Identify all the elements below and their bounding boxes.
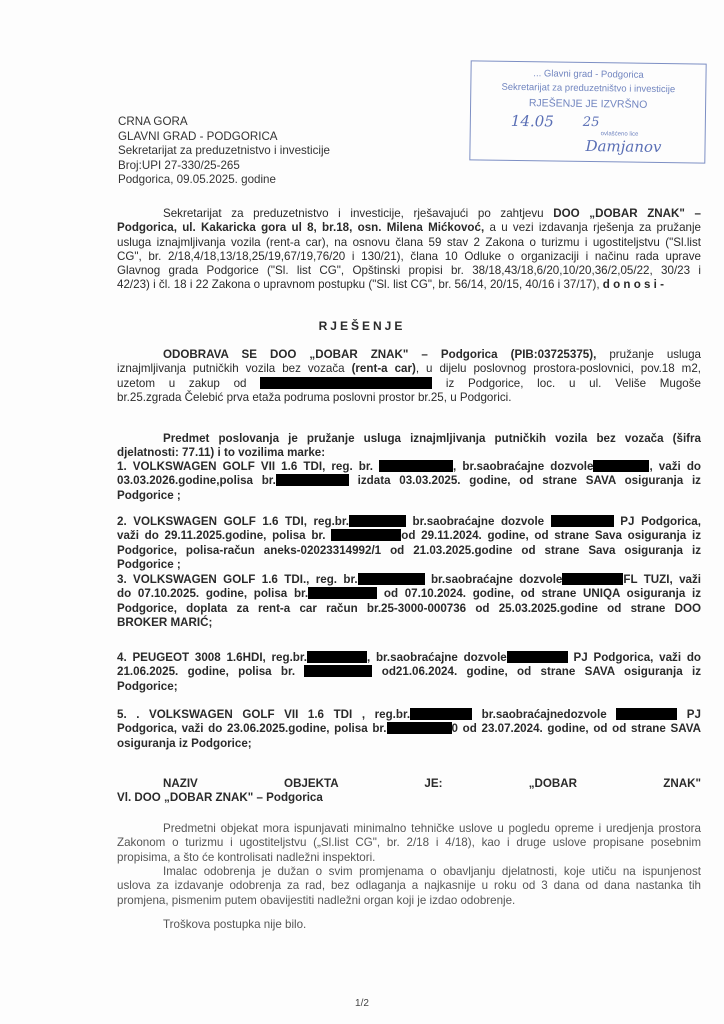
text-segment: od 29.11.2024. godine, od strane Sava osiguranja iz: [401, 529, 702, 543]
stamp-signer-label: ovlašćeno lice: [600, 131, 639, 138]
text-segment: važi do 29.11.2025.godine, polisa br.: [117, 529, 332, 543]
text-segment: od 07.10.2024. godine, od strane UNIQA osiguranja iz: [377, 587, 701, 601]
text-segment: PJ: [677, 708, 701, 721]
text-segment: Podgorice;: [117, 679, 178, 693]
text-segment: iznajmljivanja putničkih vozila bez vozača: [117, 362, 352, 376]
text-segment: NAZIV OBJEKTA JE: „DOBAR ZNAK": [163, 777, 701, 790]
header-country: CRNA GORA: [118, 115, 188, 128]
text-line: [117, 432, 701, 446]
text-segment: Podgorice, doplata za rent-a car račun br.25-3000-000736 od 25.03.2025.godine od strane DOO: [117, 601, 701, 615]
text-segment: ODOBRAVA SE DOO „DOBAR ZNAK" – Podgorica (PIB:03725375),: [163, 348, 597, 361]
text-line: [117, 879, 701, 893]
paragraph-vehicle-3: [117, 573, 701, 630]
text-segment: PJ Podgorica,: [613, 515, 701, 528]
text-segment: br.saobraćajne dozvole: [424, 573, 563, 586]
text-segment: usluga iznajmljivanja vozila (rent-a car), na osnovu člana 59 stav 2 Zakona o turizmu i ugostiteljstvu ("Sl.list: [117, 235, 701, 249]
text-segment: , važi do: [649, 460, 701, 473]
text-line: [117, 708, 701, 722]
text-segment: , br.saobraćajne dozvole: [453, 460, 594, 473]
text-line: [117, 278, 701, 292]
text-line: [117, 250, 701, 264]
text-line: [117, 587, 701, 601]
text-segment: br.25.zgrada Čelebić prva etaža podruma poslovni prostor br.25, u Podgorici.: [117, 390, 512, 404]
text-segment: , u dijelu poslovnog prostora-poslovnici, pov.18 m2,: [415, 362, 701, 376]
text-segment: Podgorica, ul. Kakaricka gora ul 8, br.18, osn. Milena Mićkovoć,: [117, 221, 485, 235]
stamp-line-1: ... Glavni grad - Podgorica: [533, 68, 644, 81]
text-line: [117, 489, 701, 503]
text-line: [117, 446, 701, 460]
redaction-box: [358, 573, 425, 585]
text-segment: pružanje usluga: [596, 348, 701, 361]
text-segment: 03.03.2026.godine,polisa br.: [117, 474, 276, 488]
text-line: [117, 918, 701, 932]
paragraph-business-subject: [117, 432, 701, 461]
text-segment: PJ Podgorica, važi do: [567, 651, 701, 664]
text-line: [117, 865, 701, 879]
paragraph-costs: [117, 918, 701, 932]
text-segment: od21.06.2024. godine, od strane SAVA osiguranja iz: [372, 665, 701, 679]
text-segment: , br.saobraćajne dozvole: [366, 651, 507, 664]
paragraph-object-name: [117, 777, 701, 806]
text-line: [117, 391, 701, 405]
text-line: [117, 377, 701, 391]
text-line: [117, 651, 701, 665]
redaction-box: [349, 515, 406, 527]
text-line: [117, 558, 701, 572]
stamp-date-year: 25: [582, 114, 600, 131]
text-segment: 0 od 23.07.2024. godine, od od strane SAVA: [451, 722, 701, 736]
execution-stamp: [469, 60, 706, 163]
redaction-box: [593, 460, 649, 472]
text-segment: Imalac odobrenja je dužan o svim promjenama o obavljanju djelatnosti, koje utiču na ispunjenost: [163, 865, 701, 878]
text-line: [117, 221, 701, 235]
redaction-box: [331, 529, 401, 541]
redaction-box: [379, 460, 453, 472]
decision-title: RJEŠENJE: [318, 319, 406, 333]
text-segment: Podgorice, polisa-račun aneks-02023314992/1 od 21.03.2025.godine od strane Sava osiguranja iz: [117, 543, 701, 557]
header-city: GLAVNI GRAD - PODGORICA: [118, 129, 278, 143]
text-segment: 2. VOLKSWAGEN GOLF 1.6 TDI, reg.br.: [117, 515, 349, 528]
text-segment: promjena, pismenim putem obavijestiti nadležni organ koji je izdao odobrenje.: [117, 893, 516, 907]
text-line: [117, 791, 701, 805]
paragraph-vehicle-2: [117, 515, 701, 572]
text-segment: Troškova postupka nije bilo.: [163, 918, 307, 931]
paragraph-vehicle-5: [117, 708, 701, 751]
stamp-date-day: 14.05: [510, 111, 554, 131]
text-segment: Predmet poslovanja je pružanje usluga iznajmljivanja putničkih vozila bez vozača (šifra: [163, 432, 701, 445]
text-line: [117, 822, 701, 836]
text-segment: a u vezi izdavanja rješenja za pružanje: [484, 221, 701, 235]
text-segment: do 07.10.2025. godine, polisa br.: [117, 587, 309, 601]
issuer-header: [118, 115, 330, 188]
text-segment: CG", br. 2/18,4/18,13/18,25/19,67/19,76/20 i 130/21), člana 10 Odluke o organizaciji i načinu rada uprave: [117, 249, 701, 263]
redaction-box: [562, 573, 623, 585]
text-segment: br.saobraćajne dozvole: [405, 515, 551, 528]
redaction-box: [260, 377, 432, 389]
signature: Damjanov: [585, 136, 662, 157]
text-line: [117, 616, 701, 630]
text-line: [117, 460, 701, 474]
text-line: [117, 722, 701, 736]
stamp-line-2: Sekretarijat za preduzetništvo i investicije: [501, 81, 676, 96]
paragraph-approval: [117, 348, 701, 405]
text-line: [117, 362, 701, 376]
text-segment: Podgorica, važi do 23.06.2025.godine, polisa br.: [117, 722, 387, 736]
text-line: [117, 737, 701, 751]
redaction-box: [507, 651, 568, 663]
redaction-box: [387, 722, 452, 734]
text-line: [117, 680, 701, 694]
redaction-box: [410, 708, 472, 720]
text-segment: Glavnog grada Podgorice ("Sl. list CG", Opštinski propisi br. 38/18,43/18,6/20,10/20,36/2,05/22, 30/23 i: [117, 264, 701, 278]
redaction-box: [304, 665, 372, 677]
text-segment: d o n o s i -: [602, 278, 664, 292]
text-segment: (rent-a car): [351, 362, 416, 376]
text-line: [117, 515, 701, 529]
text-segment: 1. VOLKSWAGEN GOLF VII 1.6 TDI, reg. br.: [117, 460, 380, 473]
redaction-box: [551, 515, 614, 527]
text-segment: propisima, a što će kontrolisati nadležni inspektori.: [117, 850, 376, 864]
paragraph-obligations: [117, 865, 701, 908]
header-case-number: Broj:UPI 27-330/25-265: [118, 158, 240, 172]
text-line: [117, 602, 701, 616]
text-line: [117, 474, 701, 488]
text-segment: osiguranja iz Podgorice;: [117, 736, 252, 750]
text-segment: Predmetni objekat mora ispunjavati minimalno tehničke uslove u pogledu opreme i uredjenja prostora: [163, 822, 701, 835]
text-segment: 5. . VOLKSWAGEN GOLF VII 1.6 TDI , reg.br.: [117, 708, 411, 721]
text-line: [117, 544, 701, 558]
redaction-box: [616, 708, 677, 720]
text-segment: uslova za izdavanje odobrenja za rad, bez odlaganja a najkasnije u roku od 3 dana od dana nastanka tih: [117, 879, 701, 893]
paragraph-preamble: [117, 207, 701, 293]
text-segment: BROKER MARIĆ;: [117, 615, 213, 629]
text-segment: uzetom u zakup od: [117, 376, 261, 390]
text-segment: Vl. DOO „DOBAR ZNAK" – Podgorica: [117, 791, 323, 805]
text-line: [117, 348, 701, 362]
paragraph-conditions: [117, 822, 701, 865]
header-date: Podgorica, 09.05.2025. godine: [118, 173, 276, 186]
text-segment: 3. VOLKSWAGEN GOLF 1.6 TDI., reg. br.: [117, 573, 358, 586]
paragraph-vehicle-1: [117, 460, 701, 503]
text-segment: FL TUZI, važi: [623, 573, 701, 586]
page-number: 1/2: [355, 998, 369, 1009]
text-line: [117, 851, 701, 865]
text-line: [117, 777, 701, 791]
text-segment: Zakonom o turizmu i ugostiteljstvu („Sl.list CG", br. 2/18 i 4/18), kao i druge uslove propisane posebnim: [117, 836, 701, 850]
text-segment: Podgorice ;: [117, 488, 181, 502]
redaction-box: [307, 651, 367, 663]
text-segment: izdata 03.03.2025. godine, od strane SAVA osiguranja iz: [348, 474, 701, 488]
text-line: [117, 894, 701, 908]
text-line: [117, 573, 701, 587]
text-line: [117, 836, 701, 850]
text-segment: 21.06.2025. godine, polisa br.: [117, 665, 305, 679]
text-segment: djelatnosti: 77.11) i to vozilima marke:: [117, 446, 326, 460]
text-line: [117, 529, 701, 543]
text-line: [117, 236, 701, 250]
text-segment: 42/23) i čl. 18 i 22 Zakona o upravnom postupku ("Sl. list CG", br. 56/14, 20/15, 40/16 i 37/17),: [117, 278, 603, 292]
text-line: [117, 264, 701, 278]
header-department: Sekretarijat za preduzetnistvo i investicije: [118, 144, 331, 157]
text-segment: 4. PEUGEOT 3008 1.6HDI, reg.br.: [117, 651, 307, 664]
text-line: [117, 665, 701, 679]
text-segment: Podgorice ;: [117, 557, 181, 571]
text-segment: iz Podgorice, loc. u ul. Veliše Mugoše: [432, 376, 701, 390]
text-segment: br.saobraćajnedozvole: [472, 708, 617, 721]
redaction-box: [308, 587, 377, 599]
paragraph-vehicle-4: [117, 651, 701, 694]
text-segment: DOO „DOBAR ZNAK" –: [553, 207, 701, 220]
text-segment: Sekretarijat za preduzetnistvo i investicije, rješavajući po zahtjevu: [163, 207, 554, 220]
redaction-box: [276, 474, 349, 486]
text-line: [117, 207, 701, 221]
stamp-line-3: RJEŠENJE JE IZVRŠNO: [528, 97, 648, 111]
